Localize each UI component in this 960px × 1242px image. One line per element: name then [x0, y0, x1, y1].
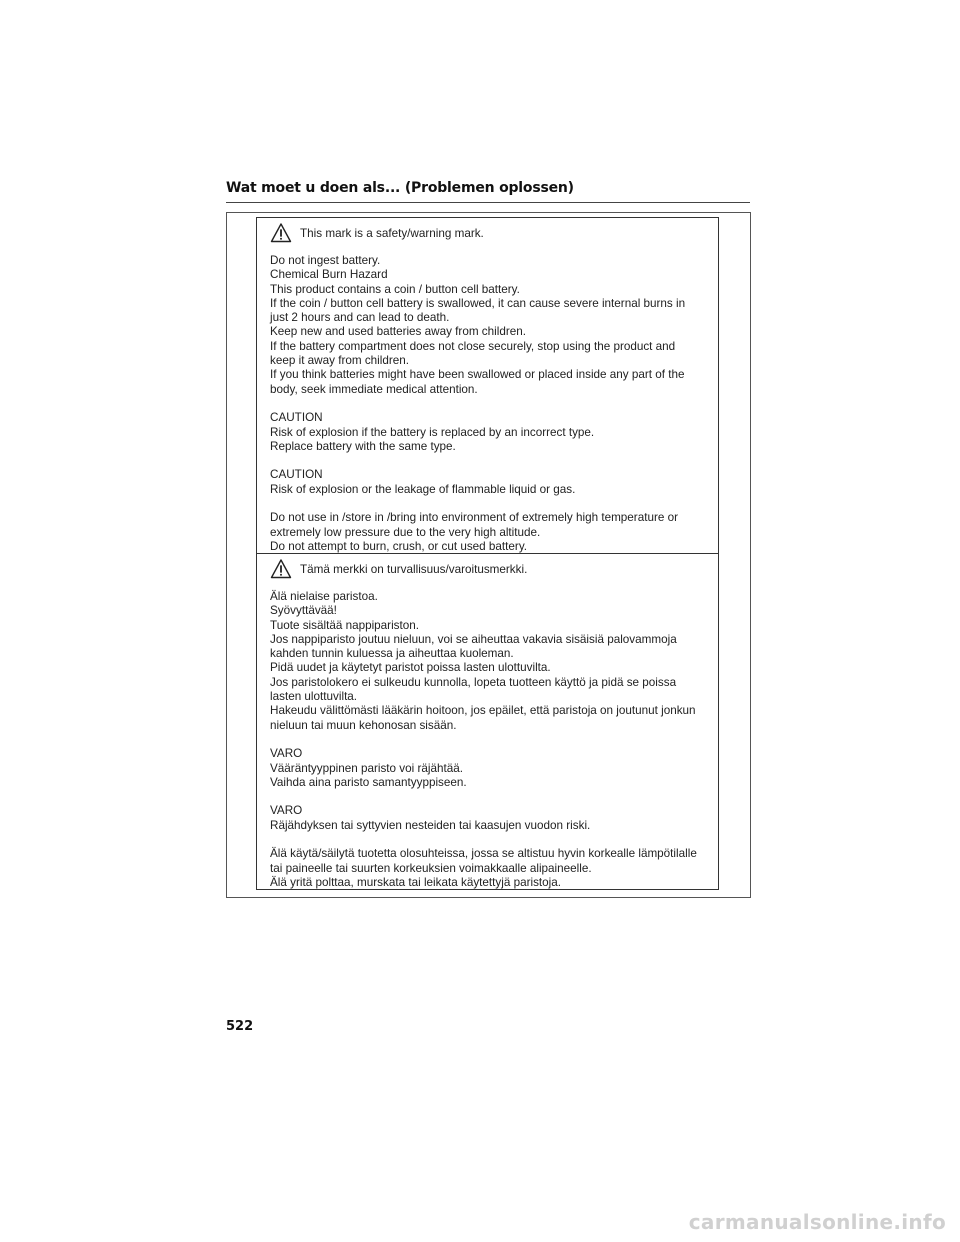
text-line: keep it away from children.	[270, 354, 410, 368]
caution-replacement-text	[270, 747, 706, 790]
text-line: Vääräntyyppinen paristo voi räjähtää.	[270, 761, 463, 775]
page-header	[226, 178, 750, 203]
text-line: Do not use in /store in /bring into environment of extremely high temperature or	[270, 511, 678, 525]
warning-mark-label: Tämä merkki on turvallisuus/varoitusmerkki.	[300, 562, 528, 576]
section-title: Wat moet u doen als... (Problemen oplossen)	[226, 180, 574, 196]
page-number: 522	[226, 1019, 254, 1034]
text-line: just 2 hours and can lead to death.	[270, 311, 450, 325]
safety-notice-english	[256, 217, 719, 554]
ingestion-warning-text	[270, 590, 706, 733]
text-line: Jos paristolokero ei sulkeudu kunnolla, lopeta tuotteen käyttö ja pidä se poissa	[270, 675, 677, 689]
text-line: lasten ulottuvilta.	[270, 690, 358, 704]
text-line: Chemical Burn Hazard	[270, 268, 388, 282]
caution-explosion-text	[270, 468, 706, 497]
text-line: nieluun tai muun kehonosan sisään.	[270, 718, 457, 732]
text-line: Älä yritä polttaa, murskata tai leikata käytettyjä paristoja.	[270, 875, 562, 889]
text-line: Hakeudu välittömästi lääkärin hoitoon, jos epäilet, että paristoja on joutunut jonkun	[270, 704, 696, 718]
text-line: Jos nappiparisto joutuu nieluun, voi se aiheuttaa vakavia sisäisiä palovammoja	[270, 632, 677, 646]
text-line: Do not attempt to burn, crush, or cut used battery.	[270, 539, 528, 553]
text-line: Vaihda aina paristo samantyyppiseen.	[270, 775, 467, 789]
text-line: kahden tunnin kuluessa ja aiheuttaa kuoleman.	[270, 647, 514, 661]
warning-triangle-icon	[270, 222, 292, 244]
text-line: Älä käytä/säilytä tuotetta olosuhteissa, jossa se altistuu hyvin korkealle lämpötilalle	[270, 847, 697, 861]
text-line: If the battery compartment does not close securely, stop using the product and	[270, 339, 676, 353]
text-line: tai paineelle tai suurten korkeuksien voimakkaalle alipaineelle.	[270, 861, 592, 875]
site-watermark: carmanualsonline.info	[688, 1210, 946, 1234]
caution-replacement-text	[270, 411, 706, 454]
environment-warning-text	[270, 511, 706, 554]
text-line: Risk of explosion or the leakage of flammable liquid or gas.	[270, 482, 576, 496]
text-line: extremely low pressure due to the very high altitude.	[270, 525, 541, 539]
text-line: This product contains a coin / button cell battery.	[270, 282, 520, 296]
text-line: Pidä uudet ja käytetyt paristot poissa lasten ulottuvilta.	[270, 661, 551, 675]
warning-mark-label: This mark is a safety/warning mark.	[300, 226, 484, 240]
caution-heading: VARO	[270, 747, 303, 761]
text-line: Replace battery with the same type.	[270, 439, 456, 453]
text-line: Risk of explosion if the battery is replaced by an incorrect type.	[270, 425, 595, 439]
caution-heading: VARO	[270, 804, 303, 818]
text-line: Räjähdyksen tai syttyvien nesteiden tai kaasujen vuodon riski.	[270, 818, 591, 832]
text-line: Do not ingest battery.	[270, 254, 381, 267]
environment-warning-text	[270, 847, 706, 890]
text-line: Syövyttävää!	[270, 604, 337, 618]
text-line: body, seek immediate medical attention.	[270, 382, 478, 396]
text-line: If you think batteries might have been swallowed or placed inside any part of the	[270, 368, 685, 382]
ingestion-warning-text	[270, 254, 706, 397]
text-line: If the coin / button cell battery is swallowed, it can cause severe internal burns in	[270, 296, 686, 310]
text-line: Älä nielaise paristoa.	[270, 590, 378, 603]
warning-triangle-icon	[270, 558, 292, 580]
safety-notice-finnish	[256, 554, 719, 890]
caution-heading: CAUTION	[270, 411, 323, 425]
warning-mark-row	[270, 222, 706, 244]
caution-heading: CAUTION	[270, 468, 323, 482]
text-line: Keep new and used batteries away from children.	[270, 325, 526, 339]
warning-mark-row	[270, 558, 706, 580]
caution-explosion-text	[270, 804, 706, 833]
text-line: Tuote sisältää nappipariston.	[270, 618, 419, 632]
